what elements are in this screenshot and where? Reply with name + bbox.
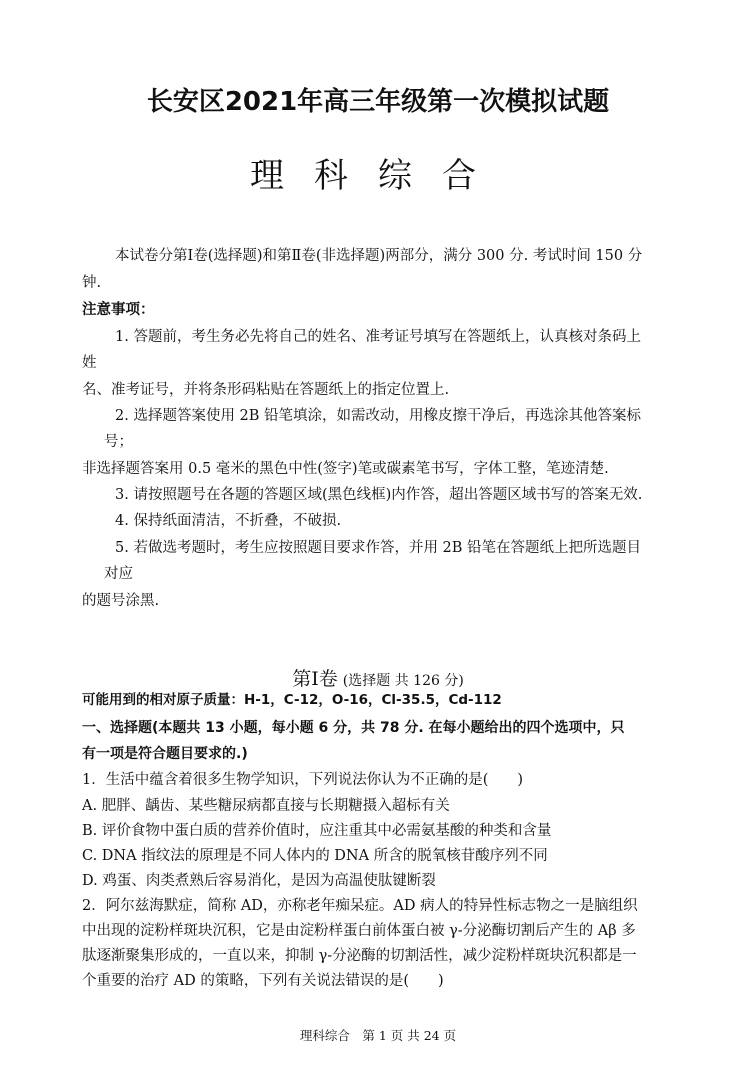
section-heading (0, 664, 756, 691)
question-2-line-3: 肽逐渐聚集形成的，一直以来，抑制 γ-分泌酶的切割活性，减少淀粉样斑块沉积都是一 (82, 948, 637, 964)
question-1-option-c: C. DNA 指纹法的原理是不同人体内的 DNA 所含的脱氧核苷酸序列不同 (82, 848, 548, 864)
intro-line-2: 钟. (82, 275, 102, 291)
note-2-line-2: 号； (104, 434, 133, 450)
note-1-line-3: 名、准考证号，并将条形码粘贴在答题纸上的指定位置上. (82, 382, 450, 398)
page-footer: 理科综合 第 1 页 共 24 页 (299, 1028, 457, 1043)
question-2-line-1: 2．阿尔兹海默症，简称 AD，亦称老年痴呆症。AD 病人的特异性标志物之一是脑组织 (82, 898, 638, 914)
note-5-line-1: 5. 若做选考题时，考生应按照题目要求作答，并用 2B 铅笔在答题纸上把所选题目 (115, 540, 642, 556)
section-title: 第Ⅰ卷 (292, 668, 338, 690)
exam-subject: 理科综合 (250, 156, 506, 196)
question-1-stem: 1．生活中蕴含着很多生物学知识，下列说法你认为不正确的是( ) (82, 772, 524, 788)
note-3: 3. 请按照题号在各题的答题区域(黑色线框)内作答，超出答题区域书写的答案无效. (115, 487, 643, 503)
question-2-line-4: 个重要的治疗 AD 的策略，下列有关说法错误的是( ) (82, 973, 444, 989)
question-2-line-2: 中出现的淀粉样斑块沉积，它是由淀粉样蛋白前体蛋白被 γ-分泌酶切割后产生的 Aβ 多 (82, 923, 636, 939)
question-1-option-d: D. 鸡蛋、肉类煮熟后容易消化，是因为高温使肽键断裂 (82, 873, 436, 889)
note-5-line-3: 的题号涂黑. (82, 593, 160, 609)
note-2-line-3: 非选择题答案用 0.5 毫米的黑色中性(签字)笔或碳素笔书写，字体工整，笔迹清楚. (82, 461, 609, 477)
exam-title: 长安区2021年高三年级第一次模拟试题 (146, 87, 610, 117)
note-4: 4. 保持纸面清洁，不折叠，不破损. (115, 513, 342, 529)
question-1-option-b: B. 评价食物中蛋白质的营养价值时，应注重其中必需氨基酸的种类和含量 (82, 823, 552, 839)
note-2-line-1: 2. 选择题答案使用 2B 铅笔填涂，如需改动，用橡皮擦干净后，再选涂其他答案标 (115, 408, 642, 424)
note-1-line-2: 姓 (82, 355, 97, 371)
part1-instructions-line-2: 有一项是符合题目要求的.) (82, 746, 248, 762)
atomic-masses: 可能用到的相对原子质量：H-1，C-12，O-16，Cl-35.5，Cd-112 (82, 692, 502, 708)
note-5-line-2: 对应 (104, 566, 133, 582)
notes-heading: 注意事项： (82, 302, 155, 318)
intro-line-1: 本试卷分第Ⅰ卷(选择题)和第Ⅱ卷(非选择题)两部分，满分 300 分. 考试时间 150 分 (115, 248, 643, 264)
section-subtitle: (选择题 共 126 分) (342, 673, 464, 689)
question-1-option-a: A. 肥胖、龋齿、某些糖尿病都直接与长期糖摄入超标有关 (82, 798, 450, 814)
part1-instructions-line-1: 一、选择题(本题共 13 小题，每小题 6 分，共 78 分. 在每小题给出的四个选项中，只 (82, 720, 625, 736)
note-1-line-1: 1. 答题前，考生务必先将自己的姓名、准考证号填写在答题纸上，认真核对条码上 (115, 329, 641, 345)
